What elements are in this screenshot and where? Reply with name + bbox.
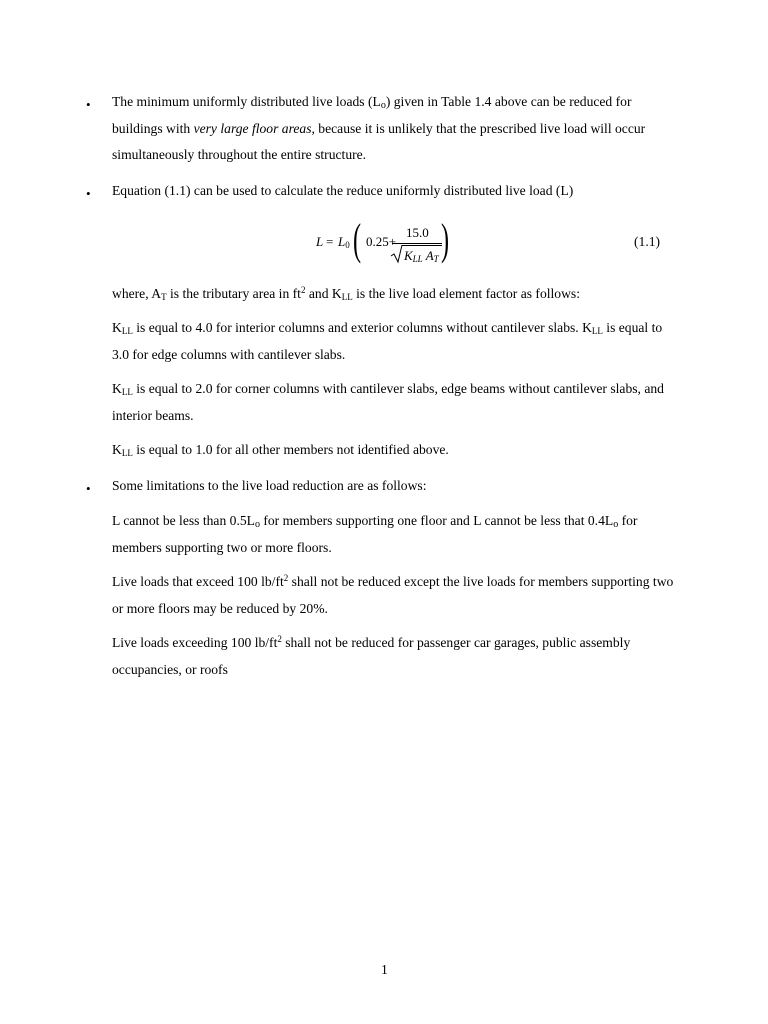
paragraph-where: where, $A_T$ is the tributary area in $ft^2$ and $K_{LL}$ is the live load element factor as follows: — [112, 285, 580, 302]
left-paren: ( — [353, 215, 362, 264]
paragraph-limit-garages: Live loads exceeding 100 $lb/ft^2$ shall not be reduced for passenger car garages, public assembly occupancies, or roofs — [112, 634, 631, 677]
paragraph-live-load-reduction: The minimum uniformly distributed live loads $(L_o)$ given in Table 1.4 above can be reduced for buildings with very large floor areas, because it is unlikely that the prescribed live load will occur simultaneously throughout the entire structure. — [112, 94, 646, 162]
right-paren: ) — [441, 215, 450, 264]
page-number: 1 — [381, 962, 388, 977]
paragraph-kll-2: $K_{LL}$ is equal to 2.0 for corner columns with cantilever slabs, edge beams without cantilever slabs, and interior beams. — [112, 381, 664, 423]
radical-bar — [402, 245, 442, 246]
square-root-icon — [390, 244, 404, 264]
bullet-marker: • — [86, 481, 91, 496]
paragraph-limit-floors: L cannot be less than $0.5L_o$ for members supporting one floor and L cannot be less that $0.4L_o$ for members supporting two or more floors. — [112, 513, 638, 555]
fraction-denominator: $K_{LL}$ $A_T$ — [404, 248, 439, 264]
paragraph-limitations: Some limitations to the live load reduction are as follows: — [112, 478, 427, 493]
fraction-numerator: 15.0 — [406, 225, 429, 240]
paragraph-kll-4: $K_{LL}$ is equal to 4.0 for interior columns and exterior columns without cantilever slabs. $K_{LL}$ is equal to 3.0 for edge columns with cantilever slabs. — [112, 320, 663, 362]
emphasis-text: very large floor areas — [193, 120, 312, 136]
paragraph-limit-100: Live loads that exceed 100 $lb/ft^2$ shall not be reduced except the live loads for members supporting two or more floors may be reduced by 20%. — [112, 573, 674, 616]
paragraph-kll-1: $K_{LL}$ is equal to 1.0 for all other members not identified above. — [112, 442, 449, 458]
bullet-marker: • — [86, 97, 91, 112]
equation-1-1: L = $L_0$ ( 0.25+ 15.0 $K_{LL}$ $A_T$ ) — [316, 215, 450, 264]
equation-number: (1.1) — [634, 234, 661, 249]
bullet-marker: • — [86, 186, 91, 201]
paragraph-equation-intro: Equation (1.1) can be used to calculate the reduce uniformly distributed live load (L) — [112, 183, 574, 198]
